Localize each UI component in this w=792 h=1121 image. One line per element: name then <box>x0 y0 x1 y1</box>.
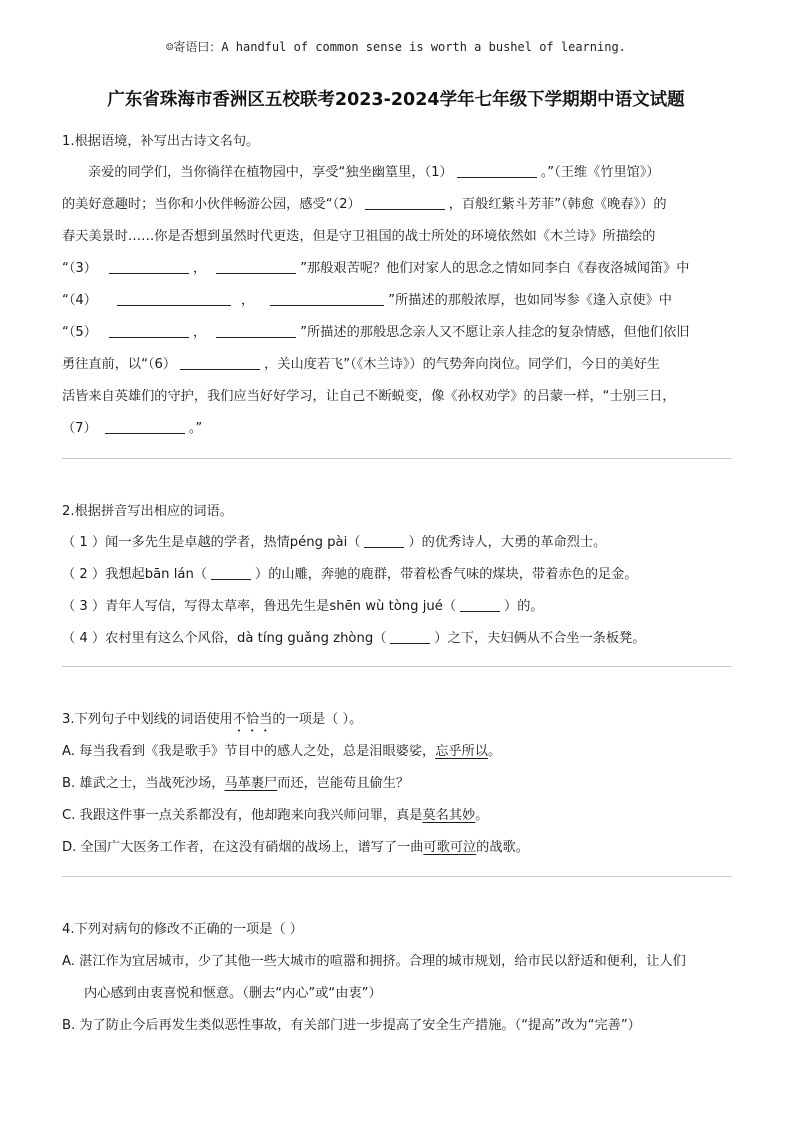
answer-blank-4b[interactable] <box>270 291 384 306</box>
option-b[interactable]: B. 为了防止今后再发生类似恶性事故，有关部门进一步提高了安全生产措施。（“提高”改为“完善”） <box>62 1018 641 1033</box>
list-item: （ 1 ）闻一多先生是卓越的学者，热情péng pài（ ）的优秀诗人，大勇的革命烈士。 <box>62 535 607 550</box>
paragraph-line: “（5） ， ”所描述的那般思念亲人又不愿让亲人挂念的复杂情感，但他们依旧 <box>62 325 690 340</box>
answer-blank-6[interactable] <box>180 355 260 370</box>
section-divider <box>62 666 732 667</box>
paragraph-line: 亲爱的同学们，当你徜徉在植物园中，享受“独坐幽篁里，（1） 。”（王维《竹里馆》） <box>88 165 660 180</box>
section-divider <box>62 458 732 459</box>
answer-blank[interactable] <box>211 565 251 580</box>
paragraph-line: 活皆来自英雄们的守护，我们应当好好学习，让自己不断蜕变，像《孙权劝学》的吕蒙一样，“士别三日， <box>62 389 676 404</box>
answer-blank-5b[interactable] <box>216 323 296 338</box>
question-stem: 4.下列对病句的修改不正确的一项是（ ） <box>62 922 303 937</box>
paragraph-line: “（3） ， ”那般艰苦呢？他们对家人的思念之情如同李白《春夜洛城闻笛》中 <box>62 261 690 276</box>
answer-blank[interactable] <box>364 533 404 548</box>
page-title: 广东省珠海市香洲区五校联考2023-2024学年七年级下学期期中语文试题 <box>107 90 685 110</box>
list-item: （ 3 ）青年人写信，写得太草率，鲁迅先生是shēn wù tòng jué（ ）的。 <box>62 599 544 614</box>
answer-blank-5a[interactable] <box>109 323 189 338</box>
paragraph-line: 勇往直前，以“（6） ，关山度若飞”（《木兰诗》）的气势奔向岗位。同学们，今日的美好生 <box>62 357 660 372</box>
option-a[interactable]: A. 每当我看到《我是歌手》节目中的感人之处，总是泪眼婆娑，忘乎所以。 <box>62 744 502 759</box>
answer-blank-4a[interactable] <box>117 291 231 306</box>
option-a[interactable]: A. 湛江作为宜居城市，少了其他一些大城市的喧嚣和拥挤。合理的城市规划，给市民以舒适和便利，让人们 <box>62 954 686 969</box>
option-b[interactable]: B. 雄武之士，当战死沙场，马革裹尸而还，岂能苟且偷生？ <box>62 776 410 791</box>
question-stem: 1.根据语境，补写出古诗文名句。 <box>62 134 260 149</box>
question-stem: 3.下列句子中划线的词语使用不恰当的一项是（ ）。 <box>62 712 363 727</box>
list-item: （ 4 ）农村里有这么个风俗，dà tíng guǎng zhòng（ ）之下，夫妇俩从不合坐一条板凳。 <box>62 631 646 646</box>
option-c[interactable]: C. 我跟这件事一点关系都没有，他却跑来向我兴师问罪，真是莫名其妙。 <box>62 808 489 823</box>
answer-blank-3a[interactable] <box>109 259 189 274</box>
question-stem: 2.根据拼音写出相应的词语。 <box>62 504 233 519</box>
answer-blank-7[interactable] <box>105 419 185 434</box>
answer-blank-3b[interactable] <box>216 259 296 274</box>
emphasis-dots: 不恰当 <box>232 712 273 727</box>
motto-header: ☺寄语曰：A handful of common sense is worth a bushel of learning. <box>166 40 626 54</box>
paragraph-line: 的美好意趣时；当你和小伙伴畅游公园，感受“（2） ，百般红紫斗芳菲”（韩愈《晚春》）的 <box>62 197 667 212</box>
list-item: （ 2 ）我想起bān lán（ ）的山雕，奔驰的鹿群，带着松香气味的煤块，带着赤色的足金。 <box>62 567 638 582</box>
answer-blank[interactable] <box>460 597 500 612</box>
paragraph-line: “（4） ， ”所描述的那般浓厚，也如同岑参《逢入京使》中 <box>62 293 672 308</box>
option-a-continued: 内心感到由衷喜悦和惬意。（删去“内心”或“由衷”） <box>84 986 382 1001</box>
section-divider <box>62 876 732 877</box>
paragraph-line: （7） 。” <box>62 421 203 436</box>
answer-blank-1[interactable] <box>457 163 537 178</box>
option-d[interactable]: D. 全国广大医务工作者，在这没有硝烟的战场上，谱写了一曲可歌可泣的战歌。 <box>62 840 529 855</box>
answer-blank-2[interactable] <box>365 195 445 210</box>
paragraph-line: 春天美景时……你是否想到虽然时代更迭，但是守卫祖国的战士所处的环境依然如《木兰诗》所描绘的 <box>62 229 656 244</box>
answer-blank[interactable] <box>390 629 430 644</box>
